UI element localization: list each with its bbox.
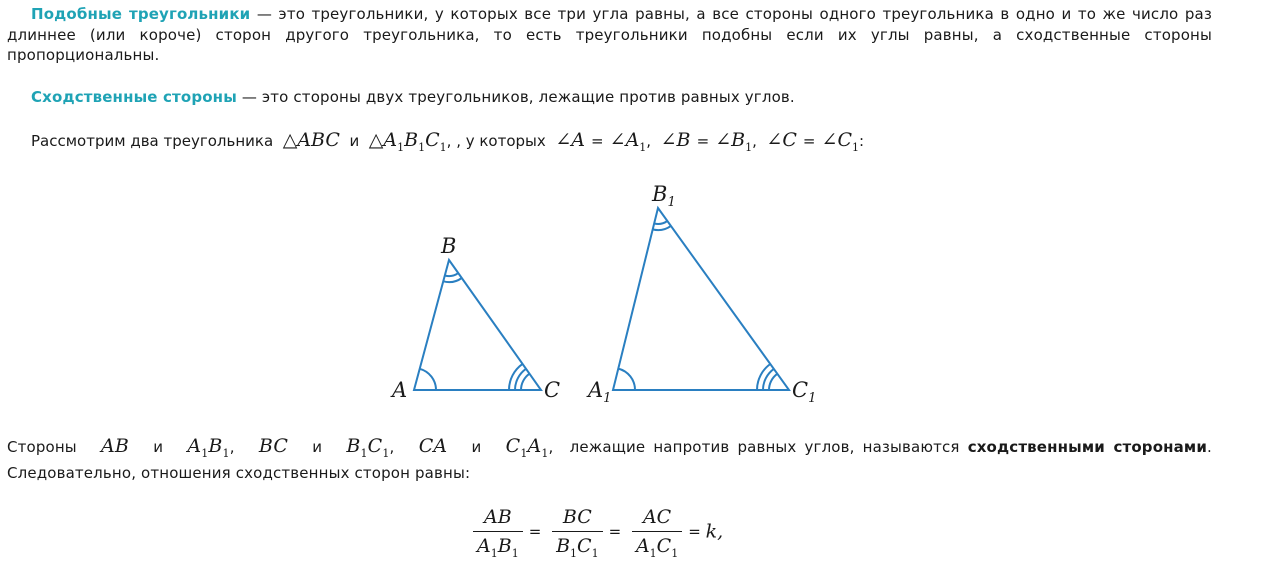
label-c: C: [544, 378, 561, 402]
label-b: B: [441, 234, 457, 258]
definition-text: — это стороны двух треугольников, лежащие против равных углов.: [236, 88, 795, 106]
side-b1c1: $B_1C_1$: [346, 435, 390, 460]
ratio-formula: $\frac{AB}{A_1B_1}$ = $\frac{BC}{B_1C_1}$ = $\frac{AC}{A_1C_1}$ = k,: [467, 506, 723, 557]
corresponding-sides-statement: Стороны AB и $A_1B_1$, BC и $B_1C_1$, CA и $C_1A_1$, лежащие напротив равных углов, называются сходственными сторонами. Следовательно, отношения сходственных сторон равны:: [7, 435, 1212, 482]
label-c1: $C_1$: [792, 378, 817, 406]
sides-tail-text: . Следовательно, отношения сходственных сторон равны:: [7, 438, 1212, 482]
angle-mark-b-2: [443, 278, 462, 282]
sides-lead: Стороны: [7, 438, 77, 456]
angle-eq-c: ∠C = $\angle C_1$: [766, 129, 860, 154]
term-corresponding-sides: Сходственные стороны: [31, 88, 237, 106]
term-similar-triangles: Подобные треугольники: [31, 5, 251, 23]
fraction-ac: $\frac{AC}{A_1C_1}$: [632, 506, 682, 557]
label-b1: $B_1$: [652, 182, 676, 210]
triangle-a1b1c1-shape: [613, 208, 789, 390]
angle-mark-b: [445, 273, 459, 276]
fraction-ab: $\frac{AB}{A_1B_1}$: [473, 506, 523, 557]
consider-text: Рассмотрим два треугольника: [31, 132, 274, 150]
which-text: , у которых: [456, 132, 546, 150]
definition-text: — это треугольники, у которых все три угла равны, а все стороны одного треугольника в одно и то же число раз длиннее (или короче) сторон другого треугольника, то есть треугольники подобны если их углы равны, а сходственные стороны пропорциональны.: [7, 5, 1212, 64]
triangle-abc-drawing: [414, 260, 541, 390]
angle-mark-a: [420, 369, 436, 390]
conjunction: и: [349, 132, 360, 150]
triangles-figure: [0, 170, 1263, 415]
triangle-a1b1c1-drawing: [613, 208, 789, 390]
angle-mark-a1: [618, 369, 635, 390]
triangle-symbol: △: [282, 129, 298, 151]
ratio-k: k,: [705, 520, 724, 543]
triangle-abc: ABC: [297, 129, 340, 151]
angle-mark-b1-2: [653, 226, 671, 230]
side-a1b1: $A_1B_1$: [187, 435, 230, 460]
term-corresponding-sides-bold: сходственными сторонами: [967, 438, 1208, 456]
consider-triangles-line: Рассмотрим два треугольника △ABC и $\triangle A_1B_1C_1$, , у которых ∠A = $\angle A_1$, ∠B = $\angle B_1$, ∠C = $\angle C_1$:: [31, 129, 865, 154]
sides-mid-text: лежащие напротив равных углов, называются: [569, 438, 960, 456]
side-bc: BC: [258, 435, 289, 457]
definition-corresponding-sides: [7, 87, 1212, 108]
side-ab: AB: [101, 435, 130, 457]
angle-eq-a: ∠A = $\angle A_1$: [555, 129, 647, 154]
angle-mark-b1: [654, 221, 667, 224]
angle-mark-c1: [769, 374, 777, 390]
side-ca: CA: [418, 435, 448, 457]
fraction-bc: $\frac{BC}{B_1C_1}$: [552, 506, 603, 557]
triangle-symbol: △: [368, 129, 384, 151]
triangle-abc-shape: [414, 260, 541, 390]
side-c1a1: $C_1A_1$: [505, 435, 549, 460]
angle-mark-c: [521, 374, 530, 390]
angle-eq-b: ∠B = $\angle B_1$: [660, 129, 753, 154]
triangle-a1b1c1: $A_1B_1C_1$: [383, 129, 447, 154]
label-a1: $A_1$: [588, 378, 612, 406]
label-a: A: [392, 378, 408, 402]
definition-similar-triangles: [7, 4, 1212, 66]
